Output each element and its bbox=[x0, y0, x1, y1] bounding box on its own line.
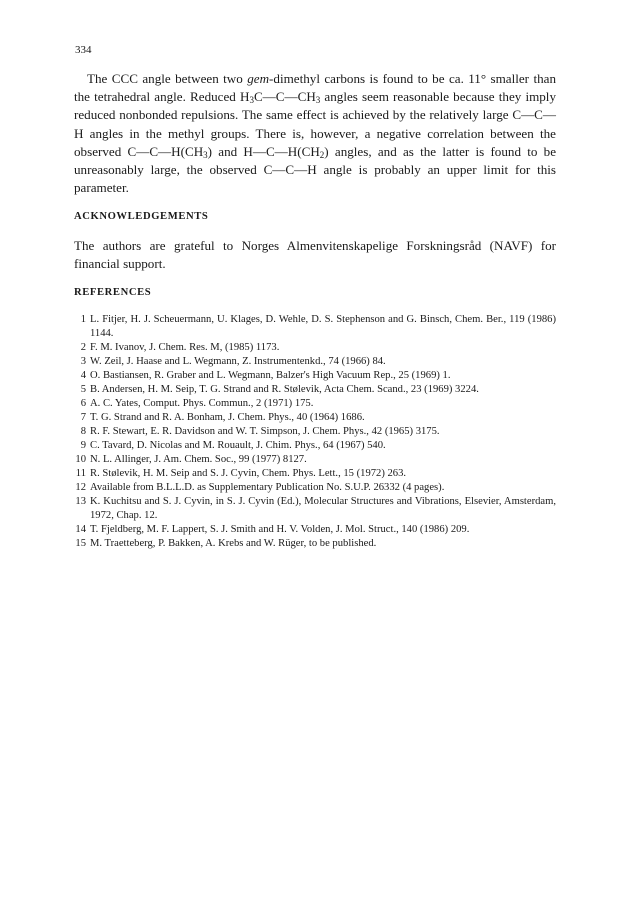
reference-item bbox=[74, 369, 556, 383]
reference-text: T. Fjeldberg, M. F. Lappert, S. J. Smith and H. V. Volden, J. Mol. Struct., 140 (1986) 209. bbox=[90, 524, 470, 535]
reference-text: A. C. Yates, Comput. Phys. Commun., 2 (1971) 175. bbox=[90, 398, 314, 409]
body-paragraph: The CCC angle between two gem-dimethyl carbons is found to be ca. 11° smaller than the tetrahedral angle. Reduced $H_3C—C—CH_3$ angles seem reasonable because they imply reduced nonbonded repulsions. The same effect is achieved by the relatively large C—C—H angles in the methyl groups. There is, however, a negative correlation between the observed $C—C—H(CH_3)$ and $H—C—H(CH_2)$ angles, and as the latter is found to be unreasonably large, the observed C—C—H angle is probably an upper limit for this parameter. bbox=[74, 71, 557, 196]
reference-item bbox=[74, 439, 556, 453]
reference-item bbox=[74, 467, 556, 481]
reference-number: 7 bbox=[80, 412, 86, 423]
reference-text: N. L. Allinger, J. Am. Chem. Soc., 99 (1977) 8127. bbox=[90, 454, 307, 465]
reference-item bbox=[74, 523, 556, 537]
reference-item bbox=[74, 481, 556, 495]
reference-number: 14 bbox=[75, 524, 86, 535]
reference-number: 11 bbox=[75, 468, 86, 479]
reference-text: W. Zeil, J. Haase and L. Wegmann, Z. Instrumentenkd., 74 (1966) 84. bbox=[90, 356, 386, 367]
reference-text: O. Bastiansen, R. Graber and L. Wegmann, Balzer's High Vacuum Rep., 25 (1969) 1. bbox=[90, 370, 451, 381]
reference-item bbox=[74, 411, 556, 425]
reference-number: 2 bbox=[80, 342, 86, 353]
reference-number: 3 bbox=[80, 356, 86, 367]
reference-text: F. M. Ivanov, J. Chem. Res. M, (1985) 1173. bbox=[90, 342, 280, 353]
reference-text: M. Traetteberg, P. Bakken, A. Krebs and W. Rüger, to be published. bbox=[90, 538, 377, 549]
reference-text: T. G. Strand and R. A. Bonham, J. Chem. Phys., 40 (1964) 1686. bbox=[90, 412, 365, 423]
reference-number: 12 bbox=[75, 482, 86, 493]
reference-item bbox=[74, 453, 556, 467]
reference-text: Available from B.L.L.D. as Supplementary Publication No. S.U.P. 26332 (4 pages). bbox=[90, 482, 445, 493]
reference-number: 4 bbox=[80, 370, 86, 381]
reference-item bbox=[74, 313, 556, 341]
reference-item bbox=[74, 425, 556, 439]
reference-list bbox=[74, 313, 556, 551]
reference-text: C. Tavard, D. Nicolas and M. Rouault, J. Chim. Phys., 64 (1967) 540. bbox=[90, 440, 386, 451]
page-number: 334 bbox=[75, 44, 92, 56]
reference-number: 8 bbox=[80, 426, 86, 437]
reference-number: 10 bbox=[75, 454, 86, 465]
reference-text: L. Fitjer, H. J. Scheuermann, U. Klages, D. Wehle, D. S. Stephenson and G. Binsch, Chem. Ber., 119 (1986) 1144. bbox=[90, 314, 556, 339]
gem-italic: gem bbox=[247, 71, 270, 86]
reference-number: 6 bbox=[80, 398, 86, 409]
reference-text: R. Stølevik, H. M. Seip and S. J. Cyvin, Chem. Phys. Lett., 15 (1972) 263. bbox=[90, 468, 407, 479]
acknowledgements-text: The authors are grateful to Norges Almenvitenskapelige Forskningsråd (NAVF) for financial support. bbox=[74, 238, 556, 272]
reference-item bbox=[74, 355, 556, 369]
reference-item bbox=[74, 537, 556, 551]
reference-item bbox=[74, 495, 556, 523]
reference-number: 5 bbox=[80, 384, 86, 395]
reference-number: 9 bbox=[80, 440, 86, 451]
reference-number: 1 bbox=[80, 314, 86, 325]
reference-text: K. Kuchitsu and S. J. Cyvin, in S. J. Cyvin (Ed.), Molecular Structures and Vibrations, Elsevier, Amsterdam, 1972, Chap. 12. bbox=[90, 496, 556, 521]
reference-text: R. F. Stewart, E. R. Davidson and W. T. Simpson, J. Chem. Phys., 42 (1965) 3175. bbox=[90, 426, 440, 437]
reference-item bbox=[74, 383, 556, 397]
acknowledgements-heading: ACKNOWLEDGEMENTS bbox=[74, 211, 209, 222]
reference-number: 15 bbox=[75, 538, 86, 549]
reference-number: 13 bbox=[75, 496, 86, 507]
reference-item bbox=[74, 341, 556, 355]
reference-text: B. Andersen, H. M. Seip, T. G. Strand and R. Stølevik, Acta Chem. Scand., 23 (1969) 3224. bbox=[90, 384, 479, 395]
references-heading: REFERENCES bbox=[74, 287, 152, 298]
reference-item bbox=[74, 397, 556, 411]
